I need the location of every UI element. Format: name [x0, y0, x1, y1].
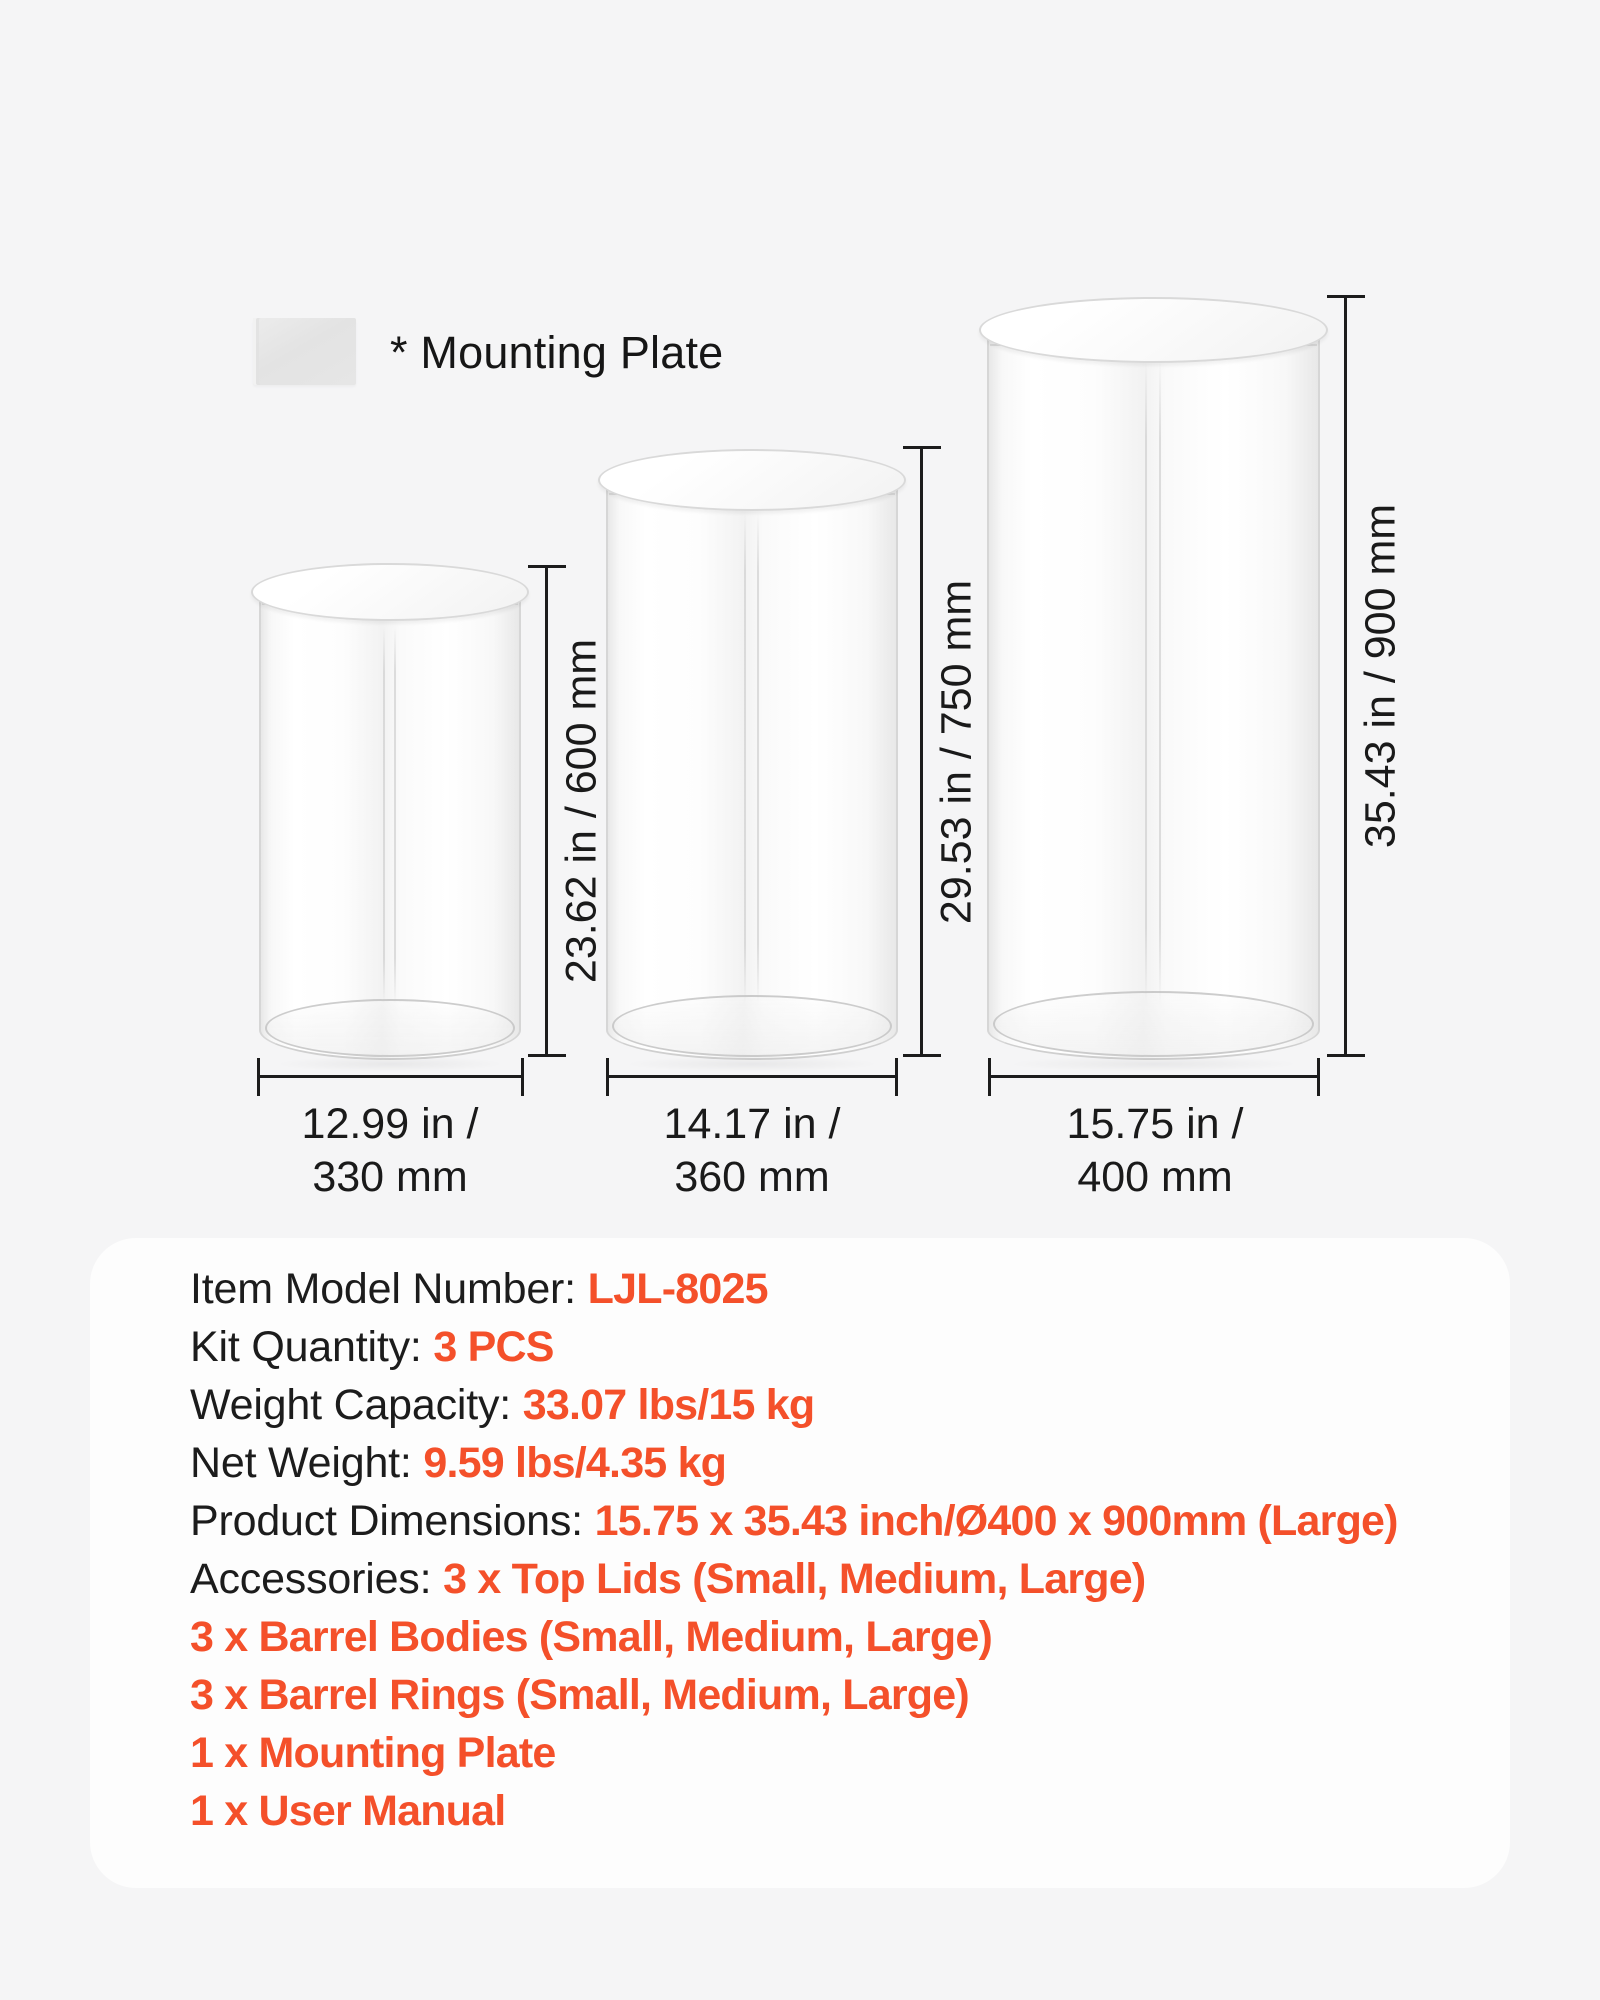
spec-value: 9.59 lbs/4.35 kg	[423, 1439, 727, 1487]
spec-value: 33.07 lbs/15 kg	[522, 1381, 815, 1429]
height-dimension-line-large	[1344, 295, 1347, 1057]
cylinder-seam	[1159, 361, 1161, 1004]
spec-value: 3 PCS	[433, 1323, 554, 1371]
spec-row-mounting-plate	[190, 1724, 1480, 1782]
cylinder-small	[259, 563, 521, 1060]
cylinder-medium-barrel-body	[606, 478, 898, 1060]
width-dimension-line-small	[257, 1075, 524, 1078]
legend-label: * Mounting Plate	[390, 327, 724, 378]
cylinder-large-top-lid	[979, 297, 1328, 363]
width-dimension-label-medium	[582, 1098, 922, 1204]
spec-label: Product Dimensions:	[190, 1497, 595, 1545]
cylinder-medium	[606, 449, 898, 1060]
cylinder-large-barrel-body	[987, 328, 1320, 1060]
width-dimension-label-medium-line1: 14.17 in /	[663, 1100, 841, 1148]
height-dimension-label-large: 35.43 in / 900 mm	[1356, 503, 1405, 849]
spec-value: 1 x Mounting Plate	[190, 1729, 556, 1777]
spec-value: LJL-8025	[587, 1265, 768, 1313]
cylinder-seam	[394, 627, 396, 1004]
cylinder-seam	[383, 627, 385, 1004]
width-dimension-label-small-line1: 12.99 in /	[301, 1100, 479, 1148]
spec-row-barrel-bodies	[190, 1608, 1480, 1666]
width-dimension-line-large	[988, 1075, 1320, 1078]
spec-label: Item Model Number:	[190, 1265, 588, 1313]
spec-label: Net Weight:	[190, 1439, 424, 1487]
height-dimension-line-medium	[920, 446, 923, 1057]
spec-row-accessories	[190, 1550, 1480, 1608]
width-dimension-label-large	[985, 1098, 1325, 1204]
spec-value: 15.75 x 35.43 inch/Ø400 x 900mm (Large)	[594, 1497, 1398, 1545]
spec-row-user-manual	[190, 1782, 1480, 1840]
cylinder-seam	[1145, 361, 1147, 1004]
height-dimension-line-small	[545, 565, 548, 1057]
height-dimension-label-small: 23.62 in / 600 mm	[557, 638, 606, 984]
cylinder-small-base-ring	[265, 999, 515, 1057]
cylinder-large	[987, 297, 1320, 1060]
width-dimension-label-medium-line2: 360 mm	[674, 1153, 830, 1201]
cylinder-small-top-lid	[251, 563, 529, 621]
spec-row-product-dimensions	[190, 1492, 1480, 1550]
spec-value: 3 x Barrel Rings (Small, Medium, Large)	[190, 1671, 969, 1719]
height-dimension-label-medium: 29.53 in / 750 mm	[932, 579, 981, 925]
cylinder-medium-top-lid	[598, 449, 906, 511]
mounting-plate-swatch	[253, 318, 356, 385]
width-dimension-label-large-line1: 15.75 in /	[1066, 1100, 1244, 1148]
spec-value: 1 x User Manual	[190, 1787, 506, 1835]
spec-list	[190, 1260, 1480, 1840]
spec-row-net-weight	[190, 1434, 1480, 1492]
spec-row-model-number	[190, 1260, 1480, 1318]
cylinder-medium-base-ring	[612, 995, 892, 1057]
cylinder-seam	[757, 513, 759, 1004]
spec-row-kit-quantity	[190, 1318, 1480, 1376]
width-dimension-line-medium	[606, 1075, 898, 1078]
spec-label: Weight Capacity:	[190, 1381, 523, 1429]
width-dimension-label-large-line2: 400 mm	[1077, 1153, 1233, 1201]
spec-row-weight-capacity	[190, 1376, 1480, 1434]
cylinder-seam	[744, 513, 746, 1004]
spec-panel	[90, 1238, 1510, 1888]
width-dimension-label-small-line2: 330 mm	[312, 1153, 468, 1201]
width-dimension-label-small	[220, 1098, 560, 1204]
spec-value: 3 x Top Lids (Small, Medium, Large)	[443, 1555, 1146, 1603]
spec-value: 3 x Barrel Bodies (Small, Medium, Large)	[190, 1613, 992, 1661]
cylinder-large-base-ring	[993, 991, 1314, 1057]
spec-row-barrel-rings	[190, 1666, 1480, 1724]
cylinder-small-barrel-body	[259, 590, 521, 1060]
spec-label: Kit Quantity:	[190, 1323, 434, 1371]
spec-label: Accessories:	[190, 1555, 444, 1603]
